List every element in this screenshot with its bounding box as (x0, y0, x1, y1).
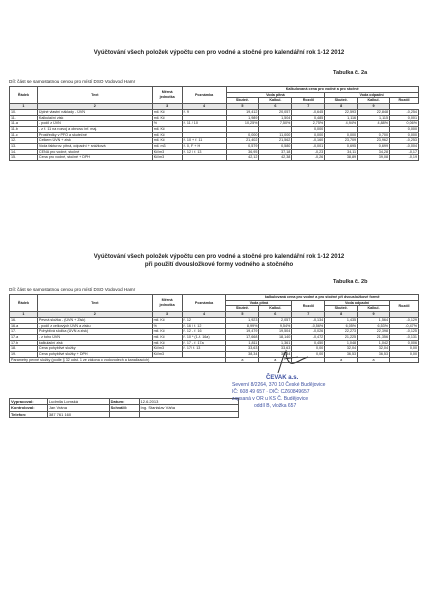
header-skutec: Skuteč. (325, 98, 358, 104)
table-cell-t: kalkulační zisk (37, 340, 152, 346)
schvalil-value: Ing. Stanislav Váňa (139, 405, 238, 411)
table-cell-p: ř. 17/ ř. 13 (182, 346, 226, 352)
table-cell-u: mil. Kč (152, 109, 182, 115)
table-cell-p: ř. 17 - ř. 17a (182, 340, 226, 346)
table-cell-c9: -0,004 (390, 144, 419, 150)
col-num: 5 (226, 312, 259, 318)
header-text: Text (37, 87, 152, 104)
table-cell-c9: -0,47% (390, 323, 419, 329)
kontroloval-label: Kontroloval: (10, 405, 48, 411)
table-cell-t: Prostředky v PFO a skutečné (37, 132, 152, 138)
col-num: 3 (152, 104, 182, 110)
table-cell-t: - z ř. 11 na rozvoj a obnovu inf. maj. (37, 126, 152, 132)
table-cell-c4: 1,811 (226, 340, 259, 346)
table-cell-c5: 20,057 (259, 109, 292, 115)
table-cell-c5: 11,000 (259, 132, 292, 138)
table-cell-c5: 1,504 (259, 115, 292, 121)
table-cell-n: 15. (10, 155, 38, 161)
table-cell-u: mil. Kč (152, 115, 182, 121)
table-cell-c7: 22,273 (325, 329, 358, 335)
telefon-label: Telefon: (10, 411, 48, 417)
table-cell-c7: 6,05% (325, 323, 358, 329)
table-cell-c6: 0,485 (292, 115, 325, 121)
table-cell-u: mil. Kč (152, 126, 182, 132)
col-num: 6 (259, 104, 292, 110)
table-cell-c4: 1,989 (226, 115, 259, 121)
header-text: Text (37, 295, 152, 312)
table-cell-c8: 32,04 (358, 346, 390, 352)
col-num: 9 (358, 312, 390, 318)
table-cell-n: 10. (10, 109, 38, 115)
datum-value: 12.6.2013 (139, 399, 238, 405)
table-cell-c7: 4,94% (325, 121, 358, 127)
table-cell-c5: 42,38 (259, 155, 292, 161)
table-cell-c5: 37,18 (259, 149, 292, 155)
param-value: a (325, 357, 358, 363)
table-cell-t: - podíl z ÚVN (37, 121, 152, 127)
table-cell-c9: -0,19 (390, 155, 419, 161)
header-kalkul: Kalkul. (358, 98, 390, 104)
col-num: 5 (226, 104, 259, 110)
header-rozdil: Rozdíl (390, 300, 419, 311)
table-cell-c6: -0,23 (292, 149, 325, 155)
signature-mark (272, 347, 312, 377)
table-cell-n: 11.b (10, 126, 38, 132)
table-cell-c6: -0,645 (292, 109, 325, 115)
table-cell-t: CENA pro vodné, stočné (37, 149, 152, 155)
table-cell-c6: 0,000 (292, 132, 325, 138)
table-cell-n: 11. (10, 115, 38, 121)
table-cell-n: 16. (10, 317, 38, 323)
section1-table-no: Tabulka č. 2a (333, 70, 368, 76)
table-cell-c6: 0,00 (292, 346, 325, 352)
col-num: 3 (152, 312, 182, 318)
header-voda-odpadni: Voda odpadní (325, 92, 419, 98)
table-cell-c4: 0,579 (226, 144, 259, 150)
table-cell-c4: 10,25% (226, 121, 259, 127)
table-cell-c8: 6,53% (358, 323, 390, 329)
table-cell-c9: -0,131 (390, 334, 419, 340)
table-cell-c8: 0,700 (358, 132, 390, 138)
table-cell-c6: -0,026 (292, 329, 325, 335)
table-cell-c9: -0,254 (390, 109, 419, 115)
table-cell-c5: 21,562 (259, 138, 292, 144)
signoff-table (9, 398, 239, 418)
table-cell-c7: 0,000 (325, 132, 358, 138)
table-cell-c8: 39,08 (358, 155, 390, 161)
table-cell-c8: 36,53 (358, 352, 390, 358)
table-cell-c9: -0,129 (390, 317, 419, 323)
table-cell-t: Celkem ÚVN + zisk (37, 138, 152, 144)
header-calc-price: Kalkulovaná cena pro vodné a pro stočné (226, 87, 419, 93)
header-unit: Měrná jednotka (152, 295, 182, 312)
table-cell-c4: 38,34 (226, 352, 259, 358)
table-cell-u: mil. Kč (152, 132, 182, 138)
table-cell-c8: 1,115 (358, 115, 390, 121)
table-cell-p: ř. 12 (182, 317, 226, 323)
table-cell-u: mil. Kč (152, 340, 182, 346)
table-cell-u: Kč/m3 (152, 352, 182, 358)
schvalil-label: Schválil: (109, 405, 139, 411)
table-cell-u: mil. Kč (152, 317, 182, 323)
table-cell-c5: 38,34 (259, 352, 292, 358)
table-cell-n: 16.a (10, 323, 38, 329)
table-cell-c6: -0,160 (292, 138, 325, 144)
datum-label: Datum: (109, 399, 139, 405)
table-cell-c4: 21,402 (226, 138, 259, 144)
param-value: a (259, 357, 292, 363)
stamp-line: oddíl B, vložka 657 (254, 403, 297, 409)
table-cell-p: ř. 16 / ř. 12 (182, 323, 226, 329)
table-cell-c6: 2,75% (292, 121, 325, 127)
param-row: Parametry pevné složky (podle § 32 odst. 1 ze zákona o vodovodech a kanalizacích) (10, 357, 226, 363)
table-cell-c7: 1,435 (325, 317, 358, 323)
header-voda-odpadni: Voda odpadní (325, 300, 390, 306)
header-rozdil: Rozdíl (292, 98, 325, 104)
col-num: 1 (10, 312, 38, 318)
table-cell-p: ř. 10 * (1-ř. 16a) (182, 334, 226, 340)
table-cell-c7: 22,593 (325, 109, 358, 115)
table-cell-c7: 1,116 (325, 115, 358, 121)
table-cell-c7: 32,04 (325, 346, 358, 352)
table-cell-c9: 0,00 (390, 346, 419, 352)
table-cell-c4: 1,923 (226, 317, 259, 323)
table-cell-c4: 0,000 (226, 132, 259, 138)
header-radek: Řádek (10, 295, 38, 312)
table-cell-n: 12. (10, 138, 38, 144)
col-num: 2 (37, 312, 152, 318)
table-cell-c6: 0,450 (292, 340, 325, 346)
col-num: 4 (182, 104, 226, 110)
table-cell-n: 11.a (10, 121, 38, 127)
table-2a (9, 86, 419, 161)
header-kalkul: Kalkul. (358, 306, 390, 312)
table-cell-t: Cena pohyblivé složky (37, 346, 152, 352)
table-cell-p: ř. 0, F + H (182, 144, 226, 150)
col-num: 8 (325, 312, 358, 318)
table-cell-c4: 42,12 (226, 155, 259, 161)
table-cell-t: - z toho ÚVN (37, 334, 152, 340)
table-cell-n: 18. (10, 346, 38, 352)
table-cell-u: Kč/m3 (152, 149, 182, 155)
table-cell-c9: 0,006 (390, 340, 419, 346)
stamp-company: ČEVAK a.s. (266, 375, 299, 381)
table-cell-u: mil. m3 (152, 144, 182, 150)
table-cell-t: Pohyblivá složka (ÚVN a zisk) (37, 329, 152, 335)
table-cell-t: Úplné vlastní náklady - ÚVN (37, 109, 152, 115)
section2-subtitle: při použití dvousložkové formy vodného a stočného (144, 262, 294, 268)
table-cell-c8: 22,398 (358, 329, 390, 335)
table-cell-u: % (152, 121, 182, 127)
stamp-line: IČ: 608 49 657 · DIČ: CZ60849657 (232, 389, 310, 395)
header-voda-pitna: Voda pitná (226, 300, 292, 306)
section1-dil: Díl: část se samostatnou cenou pro místí DSO Vodovod Hamr (9, 79, 136, 84)
table-cell-c8: 4,88% (358, 121, 390, 127)
section2-dil: Díl: část se samostatnou cenou pro místí DSO Vodovod Hamr (9, 287, 136, 292)
table-cell-c4: 19,412 (226, 109, 259, 115)
col-num: 1 (10, 104, 38, 110)
section1-title: Vyúčtování všech položek výpočtu cen pro vodné a stočné pro kalendářní rok 1-12 2012 (93, 50, 345, 56)
header-note: Poznámka (182, 87, 226, 104)
table-cell-c7: 1,048 (325, 340, 358, 346)
table-cell-p: ř. 10 + ř. 11 (182, 138, 226, 144)
param-value: a (358, 357, 390, 363)
section2-title: Vyúčtování všech položek výpočtu cen pro vodné a stočné pro kalendářní rok 1-12 2012 (93, 254, 345, 260)
table-cell-c7: 36,53 (325, 352, 358, 358)
table-cell-c8: 22,848 (358, 109, 390, 115)
table-cell-c5: 2,057 (259, 317, 292, 323)
col-num: 7 (292, 104, 325, 110)
table-cell-c6: 0,000 (292, 126, 325, 132)
header-skutec: Skuteč. (226, 306, 259, 312)
table-cell-c4: 17,668 (226, 334, 259, 340)
header-unit: Měrná jednotka (152, 87, 182, 104)
table-cell-c5: 9,54% (259, 323, 292, 329)
header-calc-price: kalkulovaná cena pro vodné a pro stočné při dvousložkové formě (226, 295, 419, 301)
table-cell-c9: -0,17 (390, 149, 419, 155)
table-row (10, 155, 419, 161)
table-cell-t: Pevná složka - (ÚVN + Zisk) (37, 317, 152, 323)
table-cell-c5: 7,50% (259, 121, 292, 127)
table-cell-p (182, 155, 226, 161)
table-cell-p: ř. 12 - ř. 16 (182, 329, 226, 335)
header-rozdil: Rozdíl (292, 300, 325, 311)
table-cell-c8: 23,962 (358, 138, 390, 144)
table-cell-p: ř. 9 (182, 109, 226, 115)
table-cell-n: 19. (10, 352, 38, 358)
table-cell-t: Cena pro vodné, stočné + DPH (37, 155, 152, 161)
table-cell-c7: 34,11 (325, 149, 358, 155)
table-cell-n: 13. (10, 144, 38, 150)
header-kalkul: Kalkul. (259, 98, 292, 104)
header-voda-pitna: Voda pitná (226, 92, 325, 98)
table-cell-c7: 38,89 (325, 155, 358, 161)
table-cell-c7: 0,695 (325, 144, 358, 150)
table-cell-c8: 1,564 (358, 317, 390, 323)
table-cell-t: Cena pohyblivé složky + DPH (37, 352, 152, 358)
table-cell-c5: 0,580 (259, 144, 292, 150)
header-skutec: Skuteč. (226, 98, 259, 104)
table-cell-u: mil. Kč (152, 334, 182, 340)
table-cell-c4: 19,479 (226, 329, 259, 335)
table-2b (9, 294, 419, 363)
stamp-line: zapsaná v OR u KS Č. Budějovice (232, 396, 309, 402)
col-num: 6 (259, 312, 292, 318)
table-cell-c6: -0,26 (292, 155, 325, 161)
header-radek: Řádek (10, 87, 38, 104)
table-cell-u: % (152, 323, 182, 329)
telefon-value: 387 761 160 (47, 411, 109, 417)
col-num: 7 (292, 312, 325, 318)
table-cell-c9: 0,00 (390, 352, 419, 358)
table-cell-c9: 0,000 (390, 132, 419, 138)
table-cell-c8: 34,28 (358, 149, 390, 155)
table-cell-u: Kč/m3 (152, 346, 182, 352)
table-cell-u: mil. Kč (152, 138, 182, 144)
section2-table-no: Tabulka č. 2b (333, 279, 368, 285)
table-cell-c6: -0,56% (292, 323, 325, 329)
table-cell-n: 11.c (10, 132, 38, 138)
table-cell-c7: 21,225 (325, 334, 358, 340)
table-cell-c5: 19,504 (259, 329, 292, 335)
table-cell-c9: 0,001 (390, 115, 419, 121)
table-cell-c7: 23,709 (325, 138, 358, 144)
table-cell-c5: 1,361 (259, 340, 292, 346)
table-cell-c5: 18,140 (259, 334, 292, 340)
table-cell-c6: -0,472 (292, 334, 325, 340)
table-cell-u: mil. Kč (152, 329, 182, 335)
company-stamp (232, 375, 342, 410)
col-num: 4 (182, 312, 226, 318)
table-cell-c4: 36,95 (226, 149, 259, 155)
table-cell-u: Kč/m3 (152, 155, 182, 161)
header-rozdil: Rozdíl (390, 98, 419, 104)
table-cell-n: 17. (10, 329, 38, 335)
header-skutec: Skuteč. (325, 306, 358, 312)
table-cell-c4: 33,63 (226, 346, 259, 352)
header-note: Poznámka (182, 295, 226, 312)
table-cell-c9: -0,253 (390, 138, 419, 144)
table-cell-c9: -0,125 (390, 329, 419, 335)
table-cell-c6: 0,00 (292, 352, 325, 358)
vypracoval-label: Vypracoval: (10, 399, 48, 405)
table-cell-p: ř. 12 / ř. 13 (182, 149, 226, 155)
table-cell-n: 17.a (10, 334, 38, 340)
param-value: a (226, 357, 259, 363)
table-cell-c6: -0,134 (292, 317, 325, 323)
col-num: 2 (37, 104, 152, 110)
col-num: 8 (325, 104, 358, 110)
table-cell-c8: 0,699 (358, 144, 390, 150)
kontroloval-value: Jan Vrána (47, 405, 109, 411)
table-cell-n: 17.b (10, 340, 38, 346)
table-cell-c8: 21,356 (358, 334, 390, 340)
table-cell-c6: -0,001 (292, 144, 325, 150)
table-cell-p: ř. 11 / 10 (182, 121, 226, 127)
header-kalkul: Kalkul. (259, 306, 292, 312)
table-cell-c8: 1,042 (358, 340, 390, 346)
vypracoval-value: Ludmila Lomská (47, 399, 109, 405)
table-cell-t: Voda fakturov. pitná, odpadní + srážková (37, 144, 152, 150)
col-num: 9 (358, 104, 390, 110)
table-cell-c5: 33,63 (259, 346, 292, 352)
table-cell-c9: 0,000 (390, 126, 419, 132)
table-cell-c4: 8,99% (226, 323, 259, 329)
table-cell-t: Kalkulační zisk (37, 115, 152, 121)
table-cell-t: - podíl z celkových ÚVN a zisku (37, 323, 152, 329)
stamp-line: Severní 8/2264, 370 10 České Budějovice (232, 382, 326, 388)
table-cell-c9: 0,06% (390, 121, 419, 127)
table-cell-n: 14. (10, 149, 38, 155)
